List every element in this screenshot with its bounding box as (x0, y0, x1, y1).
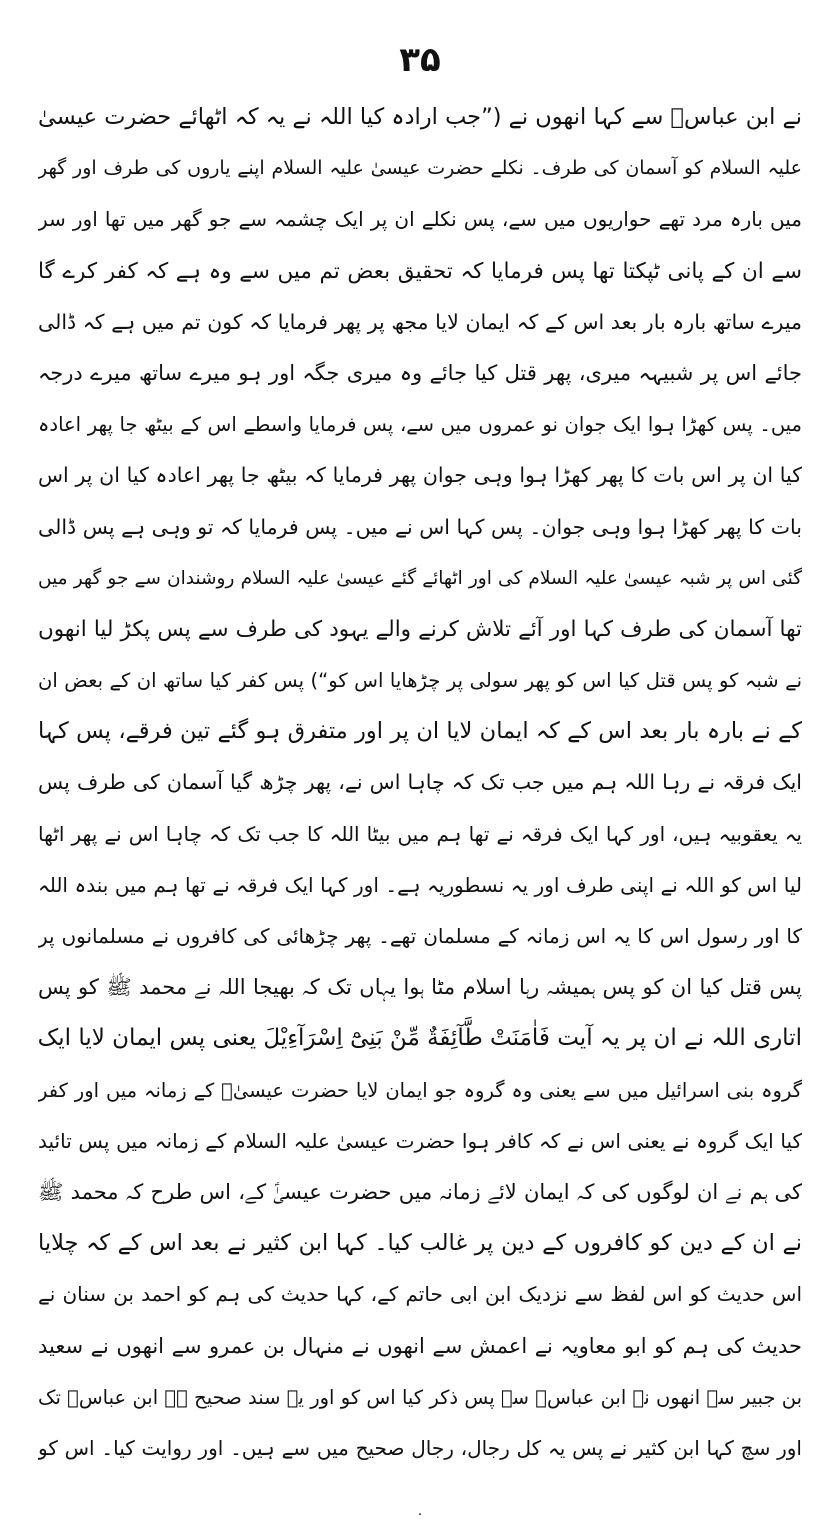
text-line-2: علیہ السلام کو آسمان کی طرف۔ نکلے حضرت عیسیٰ علیہ السلام اپنے یاروں کی طرف اور گھر (38, 157, 802, 180)
text-line-3: میں بارہ مرد تھے حواریوں میں سے، پس نکلے ان پر ایک چشمہ سے جو گھر میں تھا اور سر (38, 207, 802, 232)
text-line-23: نے ان کے دین کو کافروں کے دین پر غالب کیا۔ کہا ابن کثیر نے بعد اس کے کہ چلایا (38, 1230, 802, 1257)
text-line-21: کیا ایک گروہ نے یعنی اس نے کہ کافر ہوا حضرت عیسیٰ علیہ السلام کے زمانہ میں پس تائید (38, 1128, 802, 1153)
text-line-14: ایک فرقہ نے رہا اللہ ہم میں جب تک کہ چاہا اس نے، پھر چڑھ گیا آسمان کی طرف پس (38, 770, 802, 795)
body-text (38, 92, 802, 1474)
text-line-11: تھا آسمان کی طرف کہا اور آئے تلاش کرنے والے یہود کی طرف سے پس پکڑ لیا انھوں (38, 616, 802, 642)
text-line-10: گئی اس پر شبہ عیسیٰ علیہ السلام کی اور اٹھائے گئے عیسیٰ علیہ السلام روشندان سے جو گھر میں (38, 567, 802, 589)
text-line-17: کا اور رسول اس کا یہ اس زمانہ کے مسلمان تھے۔ پھر چڑھائی کی کافروں نے مسلمانوں پر (38, 924, 802, 948)
text-line-12: نے شبہ کو پس قتل کیا اس کو پھر سولی پر چڑھایا اس کو“) پس کفر کیا ساتھ ان کے بعض ان (38, 669, 802, 693)
text-line-20: گروہ بنی اسرائیل میں سے یعنی وہ گروہ جو ایمان لایا حضرت عیسیٰؑ کے زمانہ میں اور کفر (38, 1078, 802, 1102)
text-line-15: یہ یعقوبیہ ہیں، اور کہا ایک فرقہ نے تھا ہم میں بیٹا اللہ کا جب تک کہ چاہا اس نے پھر اٹھا (38, 821, 802, 846)
text-line-4: سے ان کے پانی ٹپکتا تھا پس فرمایا کہ تحقیق بعض تم میں سے وہ ہے کہ کفر کرے گا (38, 258, 802, 284)
text-line-27: اور سچ کہا ابن کثیر نے پس یہ کل رجال، رجال صحیح میں سے ہیں۔ اور روایت کیا۔ اس کو (38, 1435, 802, 1460)
text-line-13: کے نے بارہ بار بعد اس کے کہ ایمان لایا ان پر اور متفرق ہو گئے تین فرقے، پس کہا (38, 718, 802, 745)
text-line-5: میرے ساتھ بارہ بار بعد اس کے کہ ایمان لایا مجھ پر پھر فرمایا کہ کون تم میں ہے کہ ڈالی (38, 309, 802, 334)
text-line-9: بات کا پھر کھڑا ہوا وہی جوان۔ پس کہا اس نے میں۔ پس فرمایا کہ تو وہی ہے پس ڈالی (38, 514, 802, 539)
footer-mark: ٠ (416, 1506, 424, 1522)
text-line-6: جائے اس پر شبیہہ میری، پھر قتل کیا جائے وہ میری جگہ اور ہو میرے ساتھ میرے درجہ (38, 360, 802, 385)
text-line-16: لیا اس کو اللہ نے اپنی طرف اور یہ نسطوریہ ہے۔ اور کہا ایک فرقہ نے تھا ہم میں بندہ اللہ (38, 872, 802, 897)
text-line-24: اس حدیث کو اس لفظ سے نزدیک ابن ابی حاتم کے، کہا حدیث کی ہم کو احمد بن سنان نے (38, 1282, 802, 1307)
page-number: ۳۵ (399, 40, 441, 80)
text-line-8: کیا ان پر اس بات کا پھر کھڑا ہوا وہی جوان پھر فرمایا کہ بیٹھ جا پھر اعادہ کیا ان پر اس (38, 463, 802, 488)
text-line-22: کی ہم نے ان لوگوں کی کہ ایمان لائے زمانہ میں حضرت عیسیٰؑ کے، اس طرح کہ محمد ﷺ (38, 1179, 802, 1204)
text-line-18: پس قتل کیا ان کو پس ہمیشہ رہا اسلام مٹا ہوا یہاں تک کہ بھیجا اللہ نے محمد ﷺ کو پس (38, 975, 802, 1000)
text-line-19: اتاری اللہ نے ان پر یہ آیت فَاٰمَنَتْ طَّآئِفَةٌ مِّنْ بَنِیْٓ اِسْرَآءِیْلَ یعنی پس ایمان لایا ایک (38, 1025, 802, 1052)
text-line-25: حدیث کی ہم کو ابو معاویہ نے اعمش سے انھوں نے منہال بن عمرو سے انھوں نے سعید (38, 1333, 802, 1358)
text-line-1: نے ابن عباسؓ سے کہا انھوں نے (”جب ارادہ کیا اللہ نے یہ کہ اٹھائے حضرت عیسیٰ (38, 104, 802, 130)
text-line-26: بن جبیر سے انھوں نے ابن عباسؓ سے پس ذکر کیا اس کو اور یہ سند صحیح ہے ابن عباسؓ تک (38, 1385, 802, 1409)
text-line-7: میں۔ پس کھڑا ہوا ایک جوان نو عمروں میں سے، پس فرمایا واسطے اس کے بیٹھ جا پھر اعادہ (38, 413, 802, 437)
